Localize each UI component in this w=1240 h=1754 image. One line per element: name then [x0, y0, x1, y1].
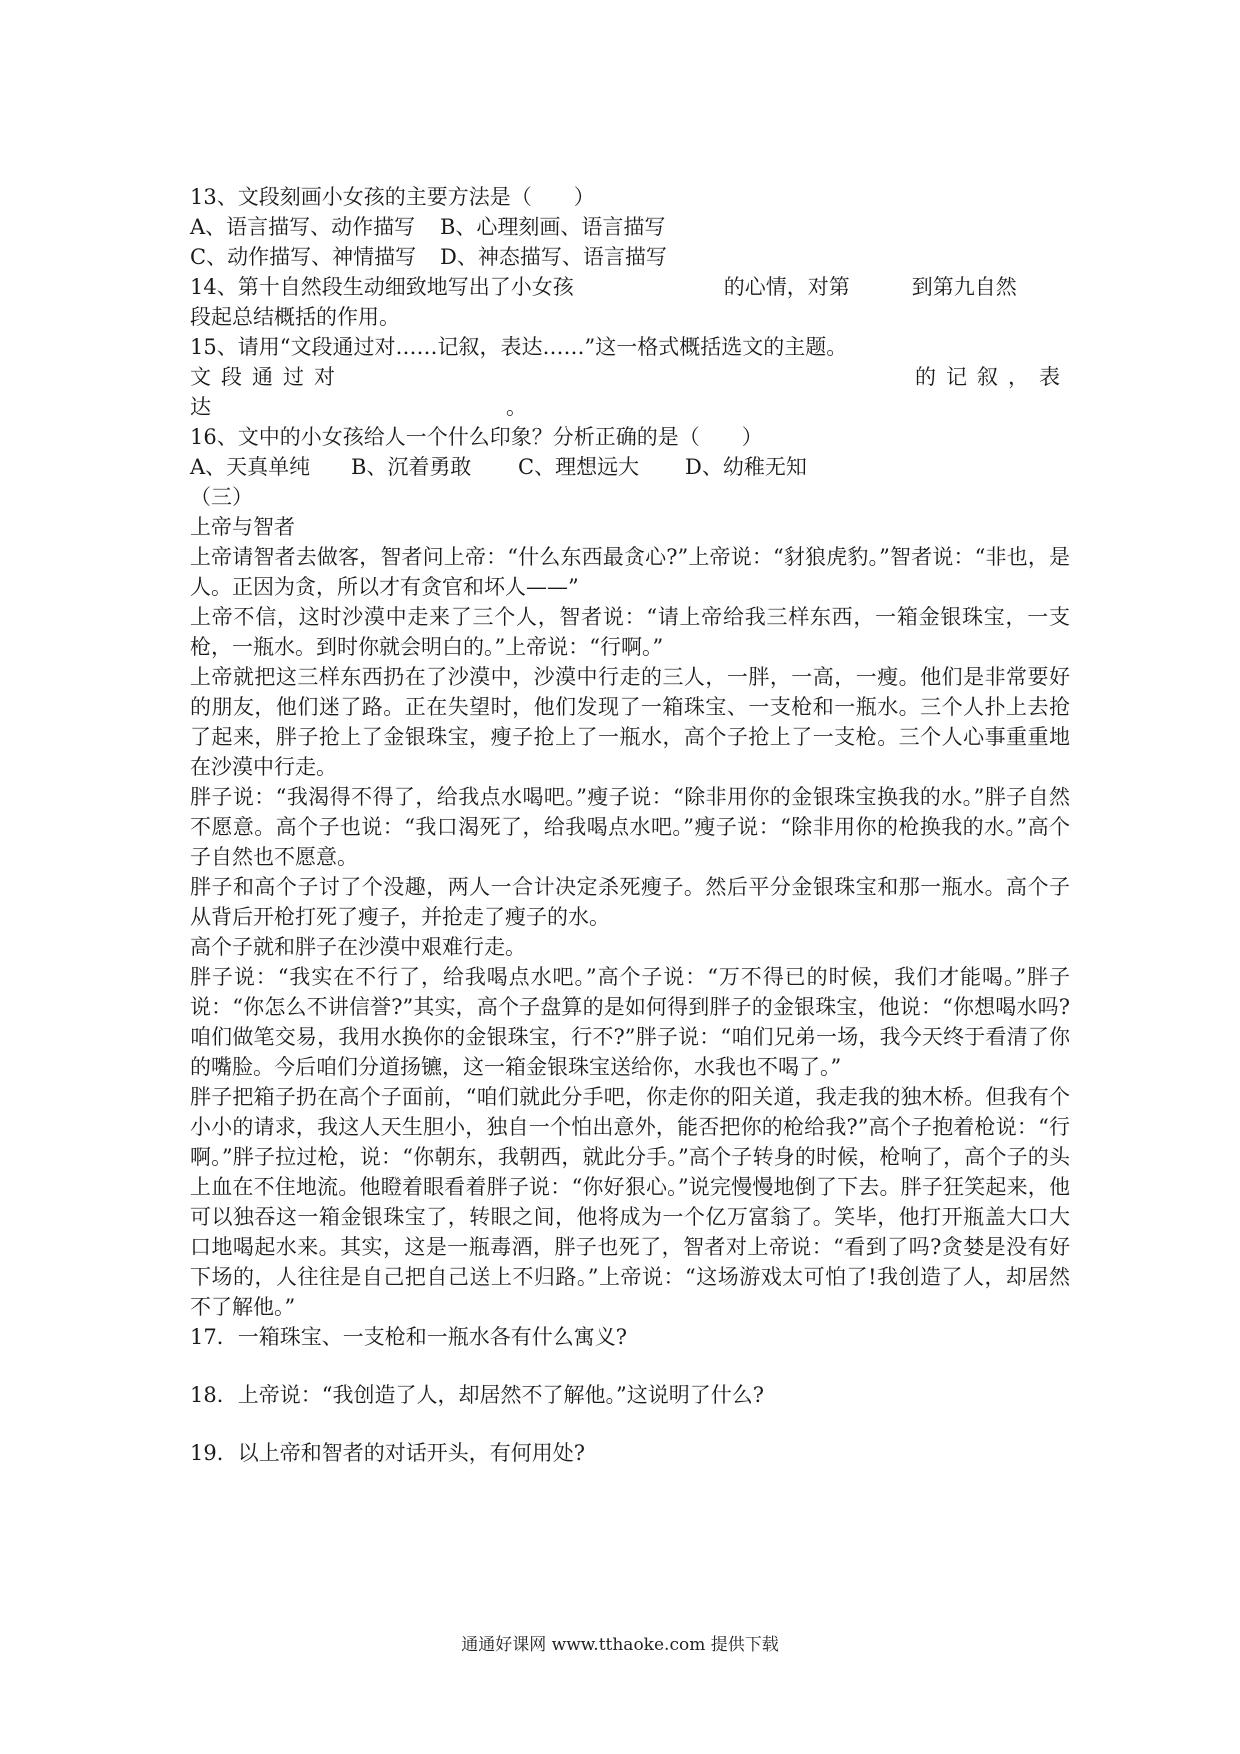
- q16-option-b: B、沉着勇敢: [351, 455, 472, 479]
- q15-line3-end: 。: [506, 395, 527, 419]
- question-17: 17．一箱珠宝、一支枪和一瓶水各有什么寓义?: [190, 1325, 627, 1349]
- q15-stem: 15、请用“文段通过对……记叙，表达……”这一格式概括选文的主题。: [190, 335, 848, 359]
- story-paragraph: 胖子说：“我实在不行了，给我喝点水吧。”高个子说：“万不得已的时候，我们才能喝。”胖子说：“你怎么不讲信誉?”其实，高个子盘算的是如何得到胖子的金银珠宝，他说：“你想喝水吗?咱们做笔交易，我用水换你的金银珠宝，行不?”胖子说：“咱们兄弟一场，我今天终于看清了你的嘴脸。今后咱们分道扬镳，这一箱金银珠宝送给你，水我也不喝了。”: [190, 965, 1070, 1079]
- q15-answer-line1: [190, 362, 1070, 392]
- q14-part2: 的心情，对第: [723, 275, 850, 299]
- story-paragraph: 高个子就和胖子在沙漠中艰难行走。: [190, 935, 526, 959]
- story-paragraph: 上帝就把这三样东西扔在了沙漠中，沙漠中行走的三人，一胖，一高，一瘦。他们是非常要好的朋友，他们迷了路。正在失望时，他们发现了一箱珠宝、一支枪和一瓶水。三个人扑上去抢了起来，胖子抢上了金银珠宝，瘦子抢上了一瓶水，高个子抢上了一支枪。三个人心事重重地在沙漠中行走。: [190, 665, 1070, 779]
- document-body: [190, 182, 1070, 1468]
- section-label: （三）: [190, 485, 253, 509]
- story-paragraph: 上帝不信，这时沙漠中走来了三个人，智者说：“请上帝给我三样东西，一箱金银珠宝，一支枪，一瓶水。到时你就会明白的。”上帝说：“行啊。”: [190, 605, 1070, 659]
- q13-stem: 13、文段刻画小女孩的主要方法是（ ）: [190, 185, 595, 209]
- q13-option-a: A、语言描写、动作描写: [190, 215, 416, 239]
- story-title: 上帝与智者: [190, 515, 295, 539]
- q15-line2-left: 文段通过对: [190, 365, 345, 389]
- q16-stem: 16、文中的小女孩给人一个什么印象？分析正确的是（ ）: [190, 425, 763, 449]
- q13-option-c: C、动作描写、神情描写: [190, 245, 417, 269]
- question-19: 19．以上帝和智者的对话开头，有何用处?: [190, 1441, 585, 1465]
- q16-option-a: A、天真单纯: [190, 455, 311, 479]
- q14-line1: [190, 272, 1070, 302]
- q13-option-d: D、神态描写、语言描写: [440, 245, 667, 269]
- story-paragraph: 胖子和高个子讨了个没趣，两人一合计决定杀死瘦子。然后平分金银珠宝和那一瓶水。高个子从背后开枪打死了瘦子，并抢走了瘦子的水。: [190, 875, 1070, 929]
- q16-options: [190, 452, 1070, 482]
- story-paragraph: 胖子把箱子扔在高个子面前，“咱们就此分手吧，你走你的阳关道，我走我的独木桥。但我有个小小的请求，我这人天生胆小，独自一个怕出意外，能否把你的枪给我?”高个子抱着枪说：“行啊。”胖子拉过枪，说：“你朝东，我朝西，就此分手。”高个子转身的时候，枪响了，高个子的头上血在不住地流。他瞪着眼看着胖子说：“你好狠心。”说完慢慢地倒了下去。胖子狂笑起来，他可以独吞这一箱金银珠宝了，转眼之间，他将成为一个亿万富翁了。笑毕，他打开瓶盖大口大口地喝起水来。其实，这是一瓶毒酒，胖子也死了，智者对上帝说：“看到了吗?贪婪是没有好下场的，人往往是自己把自己送上不归路。”上帝说：“这场游戏太可怕了!我创造了人，却居然不了解他。”: [190, 1085, 1070, 1319]
- q16-option-c: C、理想远大: [518, 455, 640, 479]
- page-footer: 通通好课网 www.tthaoke.com 提供下载: [461, 1635, 779, 1655]
- q14-part3: 到第九自然: [911, 275, 1017, 299]
- story-paragraph: 上帝请智者去做客，智者问上帝：“什么东西最贪心?”上帝说：“豺狼虎豹。”智者说：“非也，是人。正因为贪，所以才有贪官和坏人——”: [190, 545, 1070, 599]
- q13-options-row1: [190, 212, 1070, 242]
- q15-line2-right: 的记叙，表: [915, 365, 1070, 389]
- q14-line2: 段起总结概括的作用。: [190, 305, 400, 329]
- q15-answer-line2: [190, 392, 1070, 422]
- q15-line3-left: 达: [190, 395, 211, 419]
- q13-option-b: B、心理刻画、语言描写: [440, 215, 666, 239]
- story-paragraph: 胖子说：“我渴得不得了，给我点水喝吧。”瘦子说：“除非用你的金银珠宝换我的水。”胖子自然不愿意。高个子也说：“我口渴死了，给我喝点水吧。”瘦子说：“除非用你的枪换我的水。”高个子自然也不愿意。: [190, 785, 1070, 869]
- q16-option-d: D、幼稚无知: [685, 455, 807, 479]
- question-18: 18．上帝说：“我创造了人，却居然不了解他。”这说明了什么?: [190, 1383, 764, 1407]
- q14-part1: 14、第十自然段生动细致地写出了小女孩: [190, 275, 574, 299]
- q13-options-row2: [190, 242, 1070, 272]
